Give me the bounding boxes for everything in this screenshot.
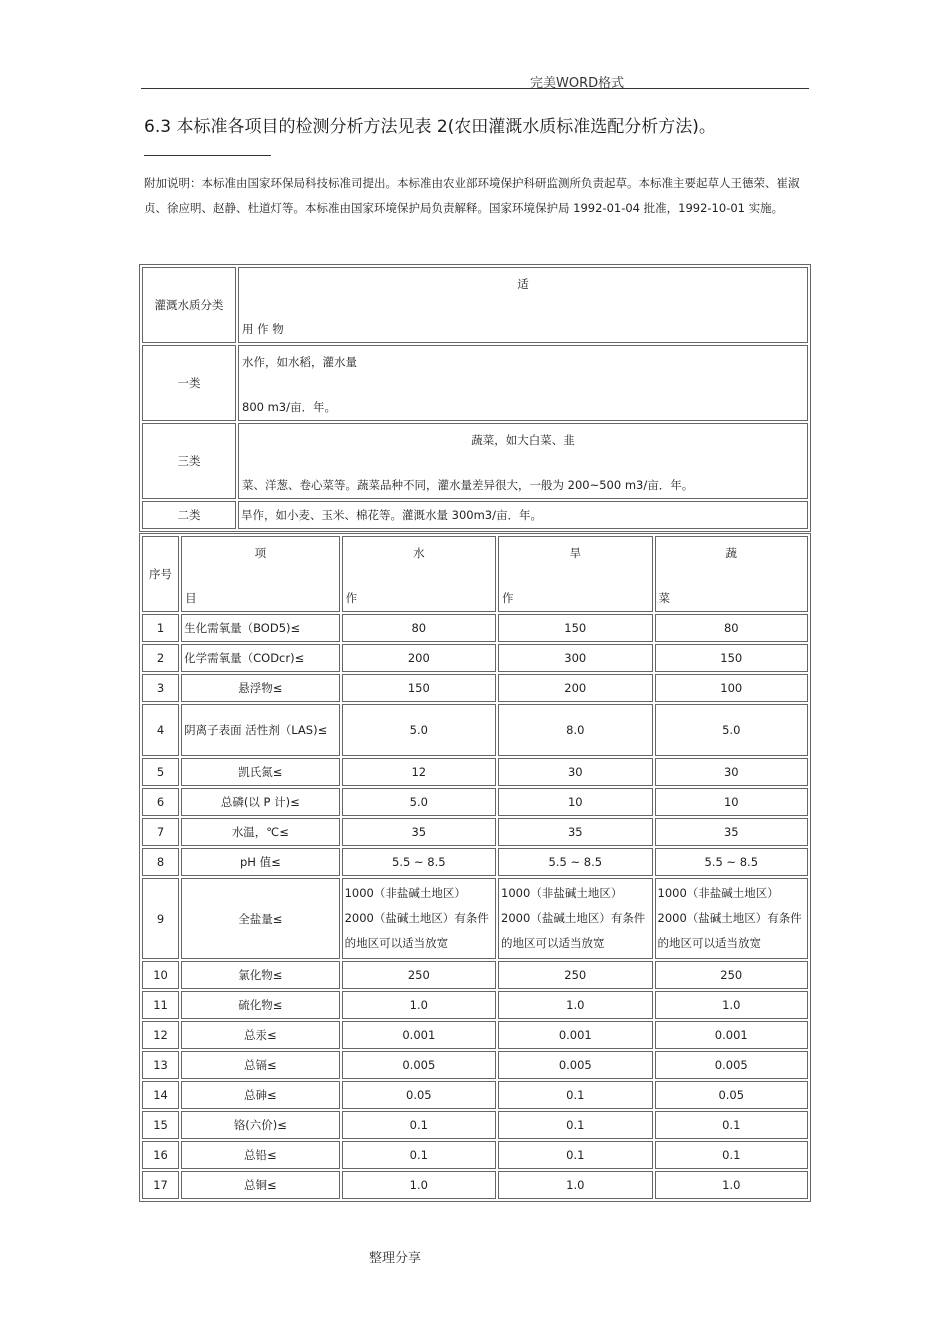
table-row [142,674,808,702]
header-item-bottom: 目 [185,591,197,605]
classification-category: 三类 [142,423,236,499]
row-no: 10 [142,961,179,989]
classification-header-top: 适 [517,277,529,291]
row-water: 35 [342,818,496,846]
classification-description [238,345,808,421]
row-water: 250 [342,961,496,989]
table-row [142,991,808,1019]
header-dry [498,536,652,612]
classification-category: 二类 [142,501,236,529]
row-item: 总砷≤ [181,1081,339,1109]
row-no: 11 [142,991,179,1019]
row-water: 0.1 [342,1141,496,1169]
classification-header-label: 灌溉水质分类 [142,267,236,343]
row-item: 总铅≤ [181,1141,339,1169]
row-item: 氯化物≤ [181,961,339,989]
header-veg-top: 蔬 [725,546,737,560]
header-divider [141,88,809,89]
row-item: 总磷(以 P 计)≤ [181,788,339,816]
classification-category: 一类 [142,345,236,421]
row-no: 2 [142,644,179,672]
row-no: 14 [142,1081,179,1109]
row-veg: 30 [655,758,808,786]
classification-header-crops [238,267,808,343]
row-water: 0.1 [342,1111,496,1139]
row-water: 150 [342,674,496,702]
row-no: 6 [142,788,179,816]
table-row [142,1021,808,1049]
row-veg: 0.1 [655,1111,808,1139]
row-dry: 5.5 ~ 8.5 [498,848,652,876]
classification-row [142,345,808,421]
row-dry: 8.0 [498,704,652,756]
section-title: 6.3 本标准各项目的检测分析方法见表 2(农田灌溉水质标准选配分析方法)。 [144,117,716,137]
classification-desc-bottom: 菜、洋葱、卷心菜等。蔬菜品种不同，灌水量差异很大，一般为 200~500 m3/亩．年。 [242,478,694,492]
row-water: 5.5 ~ 8.5 [342,848,496,876]
row-water: 0.001 [342,1021,496,1049]
classification-header-row [142,267,808,343]
classification-desc-top: 蔬菜，如大白菜、韭 [471,433,575,447]
row-item: 总汞≤ [181,1021,339,1049]
row-item: 悬浮物≤ [181,674,339,702]
table-row [142,961,808,989]
row-no: 3 [142,674,179,702]
header-water-top: 水 [413,546,425,560]
row-dry: 1.0 [498,991,652,1019]
table-row [142,614,808,642]
classification-desc-top: 水作，如水稻，灌水量 [242,355,357,369]
header-no: 序号 [142,536,179,612]
row-veg: 5.5 ~ 8.5 [655,848,808,876]
header-water-bottom: 作 [345,591,358,605]
row-item: 凯氏氮≤ [181,758,339,786]
table-row [142,758,808,786]
row-water: 1.0 [342,991,496,1019]
row-water: 5.0 [342,704,496,756]
table-row [142,818,808,846]
row-dry: 300 [498,644,652,672]
row-item: 阴离子表面 活性剂（LAS)≤ [181,704,339,756]
row-veg: 0.005 [655,1051,808,1079]
classification-header-bottom: 用 作 物 [242,322,284,336]
row-dry: 200 [498,674,652,702]
row-no: 5 [142,758,179,786]
page-header: 完美WORD格式 [530,76,625,91]
classification-table [139,264,811,532]
table-row [142,848,808,876]
row-water: 5.0 [342,788,496,816]
row-dry: 0.1 [498,1111,652,1139]
row-veg: 1.0 [655,1171,808,1199]
row-no: 8 [142,848,179,876]
classification-row [142,423,808,499]
row-item: 总铜≤ [181,1171,339,1199]
row-dry: 30 [498,758,652,786]
classification-description [238,423,808,499]
classification-description: 旱作，如小麦、玉米、棉花等。灌溉水量 300m3/亩．年。 [238,501,808,529]
classification-row [142,501,808,529]
row-veg: 35 [655,818,808,846]
row-no: 15 [142,1111,179,1139]
row-item: pH 值≤ [181,848,339,876]
row-dry: 10 [498,788,652,816]
header-dry-bottom: 作 [502,591,514,605]
row-veg: 80 [655,614,808,642]
row-dry: 0.001 [498,1021,652,1049]
row-no: 7 [142,818,179,846]
row-item: 生化需氧量（BOD5)≤ [181,614,339,642]
table-row [142,1111,808,1139]
header-water [342,536,496,612]
row-dry: 1000（非盐碱土地区）2000（盐碱土地区）有条件的地区可以适当放宽 [498,878,652,959]
row-veg: 10 [655,788,808,816]
note-paragraph: 附加说明：本标准由国家环保局科技标准司提出。本标准由农业部环境保护科研监测所负责起草。本标准主要起草人王德荣、崔淑贞、徐应明、赵静、杜道灯等。本标准由国家环境保护局负责解释。国家环境保护局 1992-01-04 批准，1992-10-01 实施。 [144,176,800,215]
standards-table [139,533,811,1202]
row-water: 0.05 [342,1081,496,1109]
row-no: 4 [142,704,179,756]
row-veg: 5.0 [655,704,808,756]
row-item: 硫化物≤ [181,991,339,1019]
row-water: 1.0 [342,1171,496,1199]
row-veg: 0.001 [655,1021,808,1049]
row-no: 9 [142,878,179,959]
header-veg-bottom: 菜 [658,591,671,605]
row-item: 铬(六价)≤ [181,1111,339,1139]
row-veg: 0.05 [655,1081,808,1109]
header-item-top: 项 [254,546,267,560]
row-no: 1 [142,614,179,642]
table-row [142,788,808,816]
page-footer: 整理分享 [369,1251,422,1266]
row-veg: 1.0 [655,991,808,1019]
row-veg: 1000（非盐碱土地区）2000（盐碱土地区）有条件的地区可以适当放宽 [655,878,808,959]
row-no: 12 [142,1021,179,1049]
row-item: 化学需氧量（CODcr)≤ [181,644,339,672]
header-veg [655,536,808,612]
row-dry: 0.005 [498,1051,652,1079]
table-row [142,878,808,959]
table-row [142,704,808,756]
row-item: 总镉≤ [181,1051,339,1079]
table-row [142,1171,808,1199]
row-item: 全盐量≤ [181,878,339,959]
row-no: 13 [142,1051,179,1079]
row-dry: 0.1 [498,1081,652,1109]
row-water: 12 [342,758,496,786]
row-veg: 100 [655,674,808,702]
row-water: 80 [342,614,496,642]
row-water: 200 [342,644,496,672]
row-item: 水温，℃≤ [181,818,339,846]
header-item [181,536,339,612]
standards-header-row [142,536,808,612]
header-dry-top: 旱 [569,546,582,560]
row-veg: 0.1 [655,1141,808,1169]
table-row [142,1081,808,1109]
row-dry: 150 [498,614,652,642]
table-row [142,1141,808,1169]
row-dry: 35 [498,818,652,846]
note-divider [144,155,271,156]
row-dry: 250 [498,961,652,989]
row-veg: 250 [655,961,808,989]
row-veg: 150 [655,644,808,672]
row-water: 1000（非盐碱土地区）2000（盐碱土地区）有条件的地区可以适当放宽 [342,878,496,959]
row-no: 16 [142,1141,179,1169]
table-row [142,1051,808,1079]
row-water: 0.005 [342,1051,496,1079]
row-no: 17 [142,1171,179,1199]
row-dry: 0.1 [498,1141,652,1169]
row-dry: 1.0 [498,1171,652,1199]
classification-desc-bottom: 800 m3/亩．年。 [242,400,336,414]
table-row [142,644,808,672]
